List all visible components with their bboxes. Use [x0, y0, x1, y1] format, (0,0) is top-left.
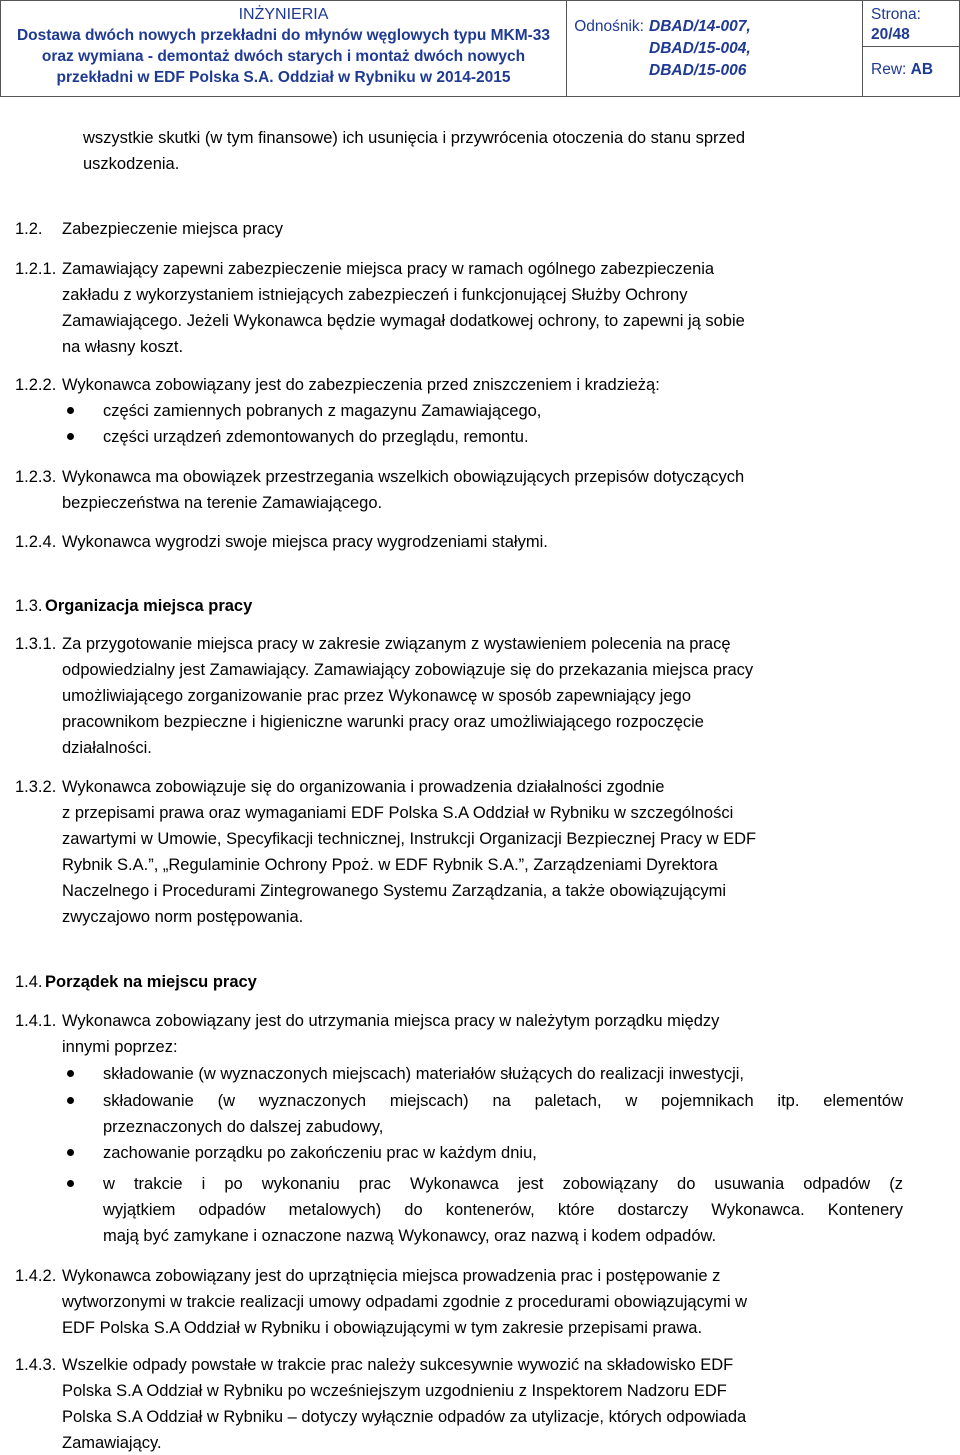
- paragraph-line: bezpieczeństwa na terenie Zamawiającego.: [62, 494, 383, 512]
- header-title-cell: [1, 1, 567, 97]
- bullet-item: w trakcie i po wykonaniu prac Wykonawca jest zobowiązany do usuwania odpadów (z: [103, 1175, 903, 1193]
- paragraph-line: EDF Polska S.A Oddział w Rybniku i obowiązującymi w tym zakresie przepisami prawa.: [62, 1319, 703, 1337]
- paragraph-line: uszkodzenia.: [83, 155, 180, 173]
- paragraph-line: Wykonawca zobowiązany jest do utrzymania miejsca pracy w należytym porządku między: [62, 1012, 720, 1030]
- paragraph-line: pracownikom bezpieczne i higieniczne warunki pracy oraz umożliwiającego rozpoczęcie: [62, 713, 704, 731]
- paragraph-line: Wykonawca zobowiązany jest do zabezpieczenia przed zniszczeniem i kradzieżą:: [62, 376, 660, 394]
- paragraph-number: 1.2.1.: [15, 260, 57, 278]
- paragraph-line: Zamawiający zapewni zabezpieczenie miejsca pracy w ramach ogólnego zabezpieczenia: [62, 260, 715, 278]
- paragraph-line: Polska S.A Oddział w Rybniku – dotyczy wyłącznie odpadów za utylizacje, których odpowiada: [62, 1408, 747, 1426]
- paragraph-number: 1.3.1.: [15, 635, 57, 653]
- paragraph-line: Naczelnego i Procedurami Zintegrowanego Systemu Zarządzania, a także obowiązującymi: [62, 882, 726, 900]
- header-category: INŻYNIERIA: [238, 6, 329, 23]
- bullet-item-continuation: przeznaczonych do dalszej zabudowy,: [103, 1118, 384, 1136]
- section-heading: Organizacja miejsca pracy: [45, 597, 253, 615]
- paragraph-line: Rybnik S.A.”, „Regulaminie Ochrony Ppoż. w EDF Rybnik S.A.”, Zarządzeniami Dyrektora: [62, 856, 718, 874]
- bullet-item: składowanie (w wyznaczonych miejscach) na paletach, w pojemnikach itp. elementów: [103, 1092, 903, 1110]
- header-title-line: oraz wymiana - demontaż dwóch starych i montaż dwóch nowych: [41, 48, 526, 65]
- bullet-icon: [67, 1097, 74, 1104]
- bullet-item-continuation: mają być zamykane i oznaczone nazwą Wykonawcy, oraz nazwą i kodem odpadów.: [103, 1227, 717, 1245]
- paragraph-number: 1.2.2.: [15, 376, 57, 394]
- paragraph-line: odpowiedzialny jest Zamawiający. Zamawiający zobowiązuje się do przekazania miejsca pracy: [62, 661, 754, 679]
- paragraph-line: Wykonawca zobowiązany jest do uprzątnięcia miejsca prowadzenia prac i postępowanie z: [62, 1267, 721, 1285]
- paragraph-line: Wykonawca zobowiązuje się do organizowania i prowadzenia działalności zgodnie: [62, 778, 665, 796]
- page-label: Strona:: [871, 6, 921, 23]
- paragraph-line: Za przygotowanie miejsca pracy w zakresie związanym z wystawieniem polecenia na pracę: [62, 635, 731, 653]
- paragraph-number: 1.4.2.: [15, 1267, 57, 1285]
- paragraph-number: 1.3.2.: [15, 778, 57, 796]
- reference-value: DBAD/15-006: [649, 62, 747, 79]
- header-table: [0, 0, 960, 97]
- paragraph-line: Zamawiającego. Jeżeli Wykonawca będzie wymagał dodatkowej ochrony, to zapewni ją sobie: [62, 312, 745, 330]
- bullet-icon: [67, 1149, 74, 1156]
- paragraph-line: Wykonawca ma obowiązek przestrzegania wszelkich obowiązujących przepisów dotyczących: [62, 468, 745, 486]
- bullet-item-continuation: wyjątkiem odpadów metalowych) do kontenerów, które dostarczy Wykonawca. Kontenery: [103, 1201, 903, 1219]
- section-heading: Zabezpieczenie miejsca pracy: [62, 220, 284, 238]
- reference-label: Odnośnik:: [574, 18, 644, 35]
- revision-label: Rew:: [871, 61, 907, 78]
- paragraph-number: 1.2.4.: [15, 533, 57, 551]
- document-header: [0, 0, 960, 97]
- paragraph-line: zawartymi w Umowie, Specyfikacji technicznej, Instrukcji Organizacji Bezpiecznej Pracy w EDF: [62, 830, 757, 848]
- paragraph-number: 1.2.3.: [15, 468, 57, 486]
- bullet-icon: [67, 1070, 74, 1077]
- bullet-icon: [67, 407, 74, 414]
- paragraph-line: umożliwiającego zorganizowanie prac przez Wykonawcę w sposób zapewniający jego: [62, 687, 692, 705]
- bullet-item: zachowanie porządku po zakończeniu prac w każdym dniu,: [103, 1144, 537, 1162]
- section-heading: Porządek na miejscu pracy: [45, 973, 257, 991]
- paragraph-number: 1.4.3.: [15, 1356, 57, 1374]
- bullet-icon: [67, 433, 74, 440]
- paragraph-line: z przepisami prawa oraz wymaganiami EDF Polska S.A Oddział w Rybniku w szczególności: [62, 804, 734, 822]
- paragraph-line: Wszelkie odpady powstałe w trakcie prac należy sukcesywnie wywozić na składowisko EDF: [62, 1356, 734, 1374]
- paragraph-line: na własny koszt.: [62, 338, 184, 356]
- paragraph-number: 1.4.1.: [15, 1012, 57, 1030]
- reference-value: DBAD/15-004,: [649, 40, 751, 57]
- header-page-cell: [863, 1, 960, 97]
- bullet-item: części zamiennych pobranych z magazynu Zamawiającego,: [103, 402, 542, 420]
- section-number: 1.4.: [15, 973, 43, 991]
- section-number: 1.2.: [15, 220, 43, 238]
- paragraph-line: Polska S.A Oddział w Rybniku po wcześniejszym uzgodnieniu z Inspektorem Nadzoru EDF: [62, 1382, 727, 1400]
- bullet-item: części urządzeń zdemontowanych do przeglądu, remontu.: [103, 428, 529, 446]
- paragraph-line: wytworzonymi w trakcie realizacji umowy odpadami zgodnie z procedurami obowiązującymi w: [62, 1293, 748, 1311]
- bullet-item: składowanie (w wyznaczonych miejscach) materiałów służących do realizacji inwestycji,: [103, 1065, 744, 1083]
- bullet-icon: [67, 1180, 74, 1187]
- paragraph-line: innymi poprzez:: [62, 1038, 178, 1056]
- header-title-line: przekładni w EDF Polska S.A. Oddział w Rybniku w 2014-2015: [56, 69, 511, 86]
- header-title-line: Dostawa dwóch nowych przekładni do młynów węglowych typu MKM-33: [16, 27, 551, 44]
- revision-value: AB: [910, 61, 934, 78]
- paragraph-line: zwyczajowo norm postępowania.: [62, 908, 304, 926]
- paragraph-line: wszystkie skutki (w tym finansowe) ich usunięcia i przywrócenia otoczenia do stanu sprzed: [83, 129, 746, 147]
- paragraph-line: działalności.: [62, 739, 152, 757]
- reference-value: DBAD/14-007,: [649, 18, 751, 35]
- section-number: 1.3.: [15, 597, 43, 615]
- paragraph-line: Wykonawca wygrodzi swoje miejsca pracy wygrodzeniami stałymi.: [62, 533, 548, 551]
- page-number: 20/48: [871, 26, 910, 43]
- header-reference-cell: [567, 1, 863, 97]
- paragraph-line: Zamawiający.: [62, 1434, 162, 1452]
- paragraph-line: zakładu z wykorzystaniem istniejących zabezpieczeń i funkcjonującej Służby Ochrony: [62, 286, 688, 304]
